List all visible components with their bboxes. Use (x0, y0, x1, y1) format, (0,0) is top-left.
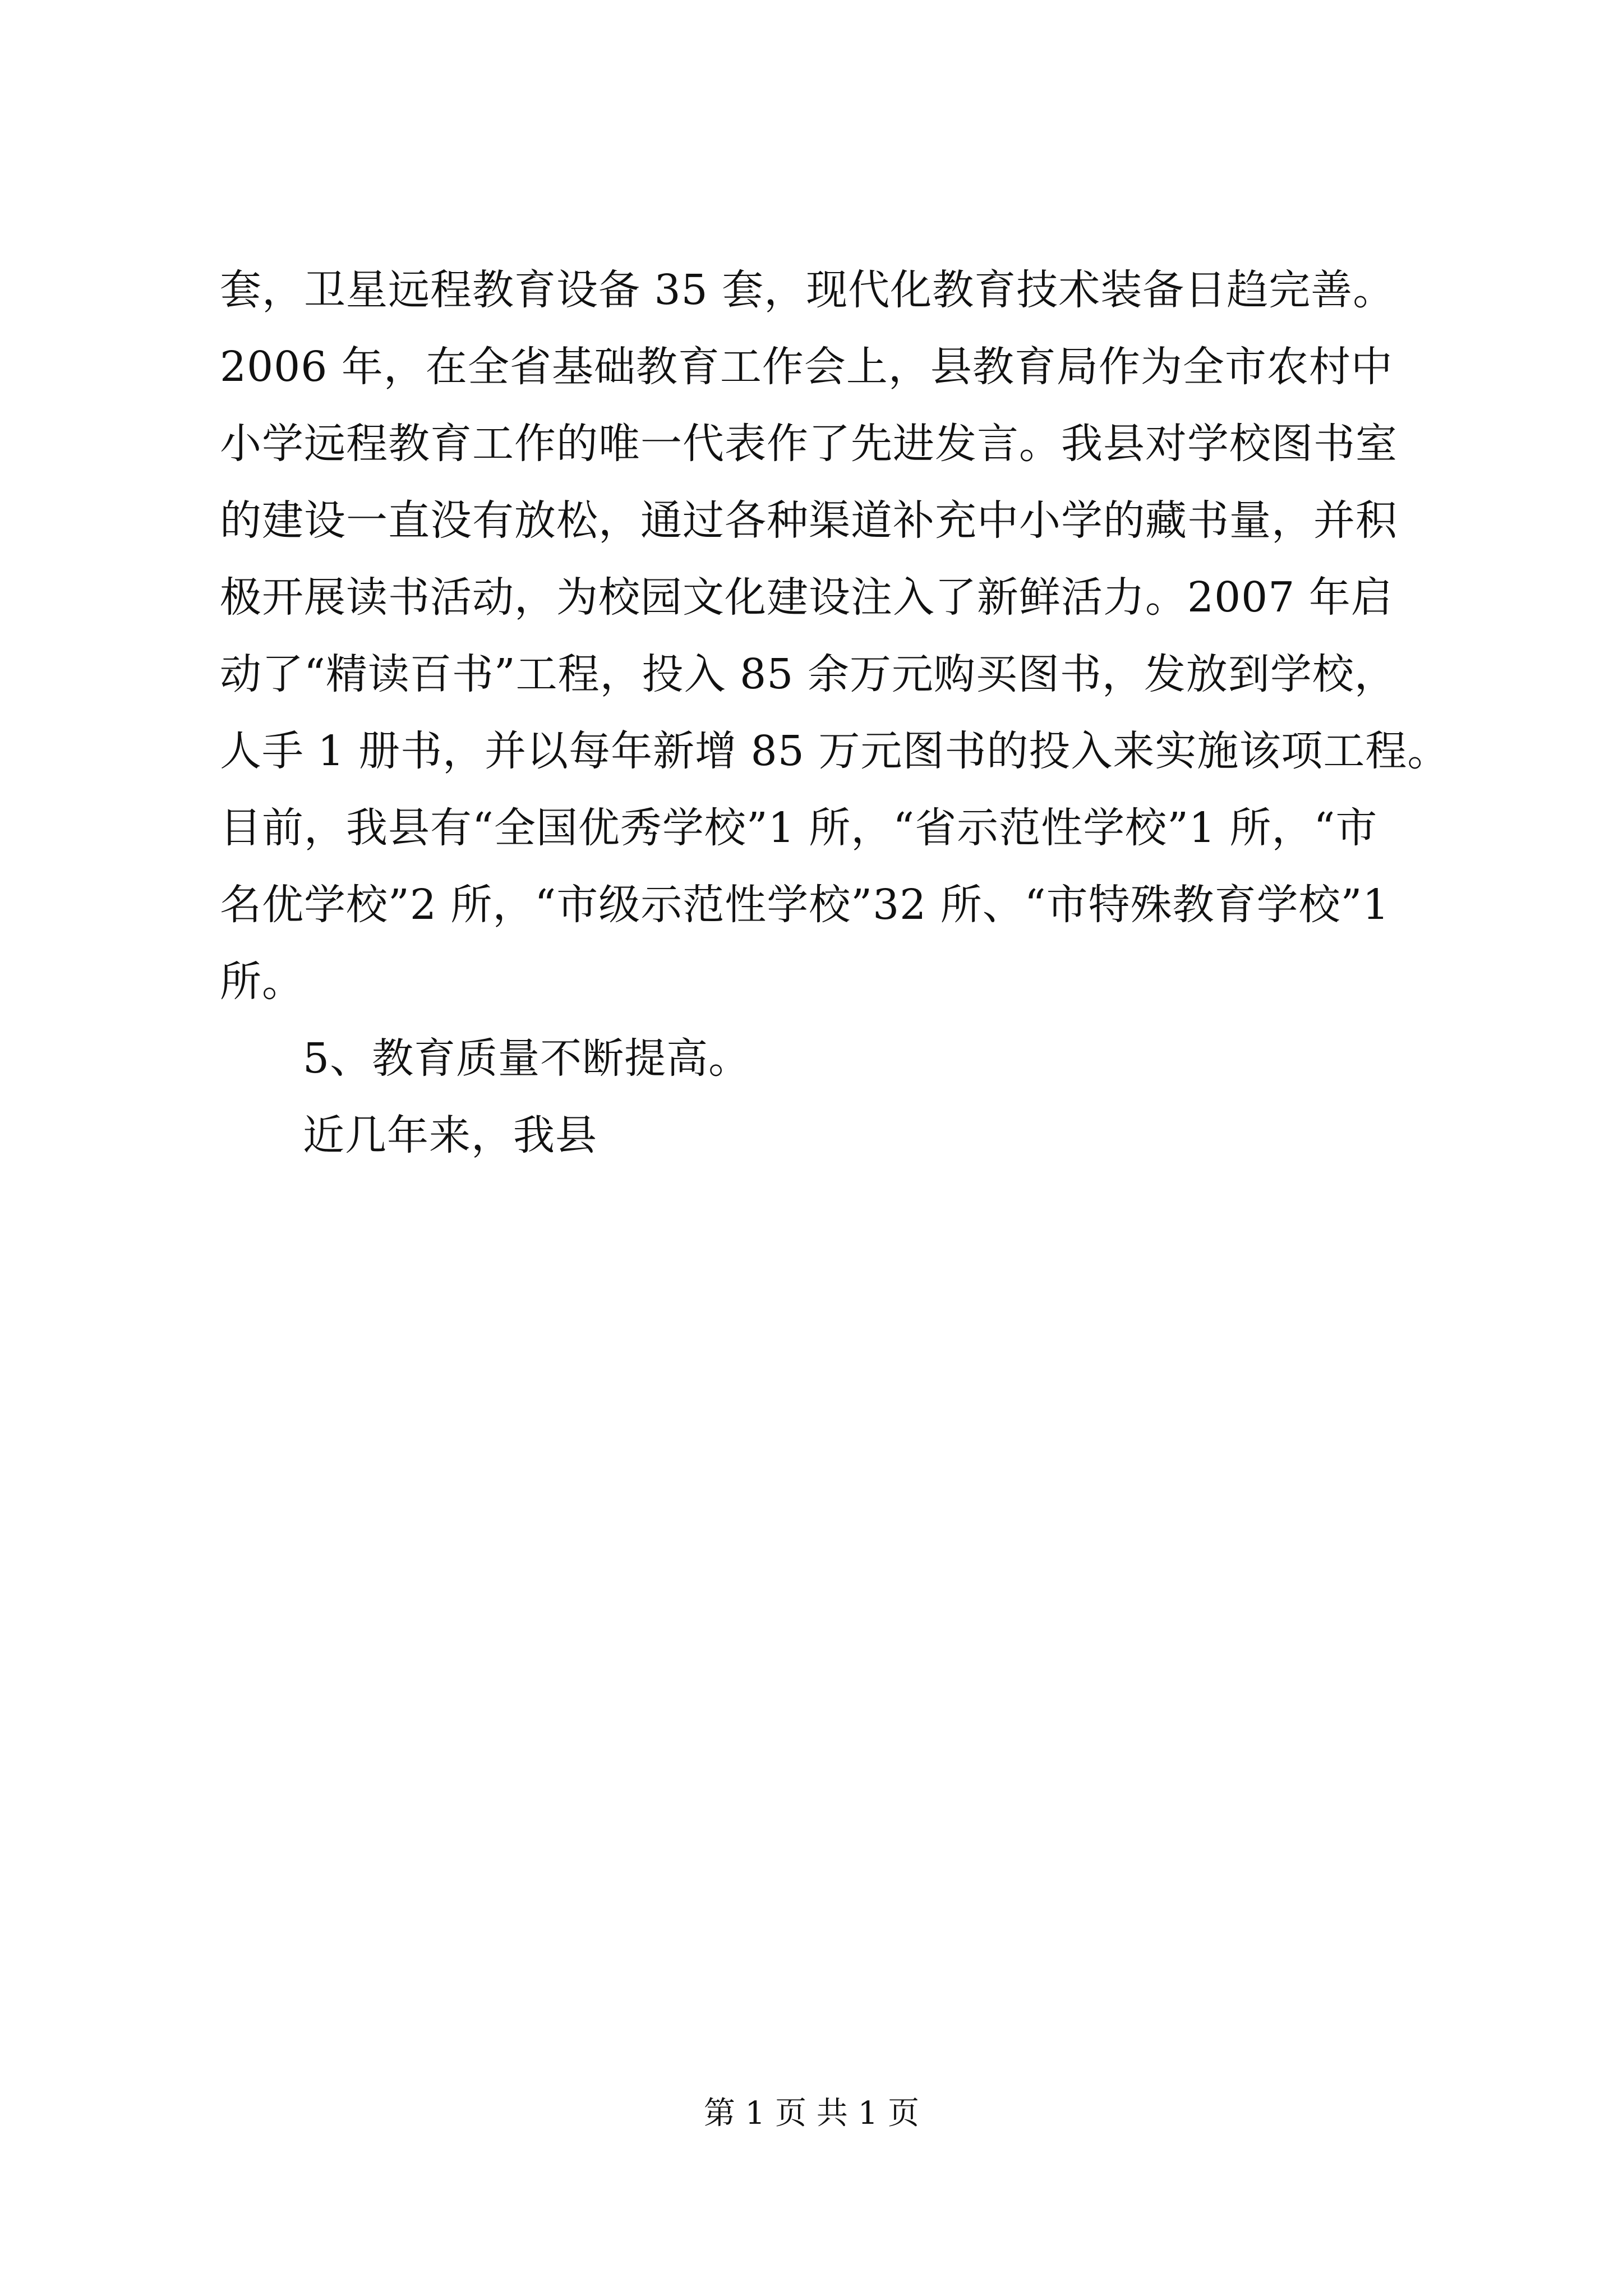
body-line-9: 名优学校”2 所，“市级示范性学校”32 所、“市特殊教育学校”1 (220, 881, 1390, 929)
body-line-1: 套，卫星远程教育设备 35 套，现代化教育技术装备日趋完善。 (220, 266, 1395, 314)
section-heading: 5、教育质量不断提高。 (303, 1034, 751, 1083)
body-line-8: 目前，我县有“全国优秀学校”1 所，“省示范性学校”1 所，“市 (220, 804, 1378, 852)
body-line-10: 所。 (220, 958, 304, 1006)
body-line-6: 动了“精读百书”工程，投入 85 余万元购买图书，发放到学校， (220, 650, 1396, 698)
body-line-3: 小学远程教育工作的唯一代表作了先进发言。我县对学校图书室 (220, 420, 1398, 468)
page-footer: 第 1 页 共 1 页 (703, 2095, 920, 2132)
body-line-4: 的建设一直没有放松，通过各种渠道补充中小学的藏书量，并积 (220, 496, 1398, 545)
body-line-5: 极开展读书活动，为校园文化建设注入了新鲜活力。2007 年启 (220, 573, 1393, 622)
body-line-7: 人手 1 册书，并以每年新增 85 万元图书的投入来实施该项工程。 (220, 727, 1450, 775)
body-line-12: 近几年来，我县 (303, 1111, 597, 1159)
body-line-2: 2006 年，在全省基础教育工作会上，县教育局作为全市农村中 (220, 343, 1393, 391)
